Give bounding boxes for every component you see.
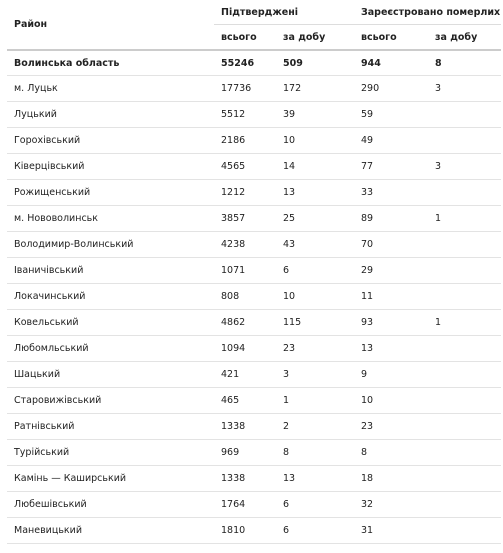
table-row bbox=[7, 492, 501, 518]
table-row bbox=[7, 102, 501, 128]
deaths-day-cell bbox=[428, 232, 501, 258]
confirmed-total-cell: 4238 bbox=[214, 232, 276, 258]
table-row bbox=[7, 284, 501, 310]
region-name-cell: Ківерцівський bbox=[7, 154, 214, 180]
confirmed-day-cell: 172 bbox=[276, 76, 354, 102]
deaths-total-cell: 89 bbox=[354, 206, 428, 232]
confirmed-day-cell: 23 bbox=[276, 336, 354, 362]
oblast-total-row bbox=[7, 50, 501, 76]
deaths-day-cell bbox=[428, 180, 501, 206]
confirmed-day-cell: 25 bbox=[276, 206, 354, 232]
deaths-day-cell bbox=[428, 492, 501, 518]
region-name-cell: Любомльський bbox=[7, 336, 214, 362]
confirmed-total-cell: 421 bbox=[214, 362, 276, 388]
covid-stats-table bbox=[7, 0, 501, 544]
table-row bbox=[7, 466, 501, 492]
confirmed-total-cell: 4862 bbox=[214, 310, 276, 336]
deaths-total-cell: 18 bbox=[354, 466, 428, 492]
deaths-day-cell bbox=[428, 258, 501, 284]
deaths-total-cell: 77 bbox=[354, 154, 428, 180]
confirmed-total-cell: 1764 bbox=[214, 492, 276, 518]
confirmed-day-cell: 115 bbox=[276, 310, 354, 336]
confirmed-day-cell: 2 bbox=[276, 414, 354, 440]
confirmed-day-header: за добу bbox=[276, 25, 354, 51]
deaths-day-header: за добу bbox=[428, 25, 501, 51]
confirmed-day-cell: 3 bbox=[276, 362, 354, 388]
deaths-day-cell bbox=[428, 362, 501, 388]
region-name-cell: Горохівський bbox=[7, 128, 214, 154]
region-name-cell: Рожищенський bbox=[7, 180, 214, 206]
deaths-total-cell: 10 bbox=[354, 388, 428, 414]
deaths-day-cell bbox=[428, 466, 501, 492]
region-name-cell: Старовижівський bbox=[7, 388, 214, 414]
deaths-day-cell bbox=[428, 336, 501, 362]
deaths-total-cell: 29 bbox=[354, 258, 428, 284]
confirmed-total-cell: 465 bbox=[214, 388, 276, 414]
region-name-cell: Волинська область bbox=[7, 50, 214, 76]
confirmed-total-cell: 1338 bbox=[214, 414, 276, 440]
region-name-cell: Турійський bbox=[7, 440, 214, 466]
region-name-cell: Камінь — Каширський bbox=[7, 466, 214, 492]
deaths-day-cell: 3 bbox=[428, 76, 501, 102]
deaths-total-cell: 13 bbox=[354, 336, 428, 362]
deaths-day-cell bbox=[428, 388, 501, 414]
table-row bbox=[7, 336, 501, 362]
confirmed-group-header: Підтверджені bbox=[214, 0, 354, 25]
confirmed-total-cell: 1338 bbox=[214, 466, 276, 492]
deaths-total-cell: 70 bbox=[354, 232, 428, 258]
deaths-day-cell: 8 bbox=[428, 50, 501, 76]
region-name-cell: Локачинський bbox=[7, 284, 214, 310]
deaths-day-cell bbox=[428, 102, 501, 128]
deaths-day-cell bbox=[428, 284, 501, 310]
confirmed-total-cell: 1071 bbox=[214, 258, 276, 284]
confirmed-day-cell: 10 bbox=[276, 128, 354, 154]
deaths-total-header: всього bbox=[354, 25, 428, 51]
confirmed-day-cell: 10 bbox=[276, 284, 354, 310]
table-row bbox=[7, 154, 501, 180]
deaths-group-header: Зареєстровано померлих bbox=[354, 0, 501, 25]
confirmed-total-cell: 1094 bbox=[214, 336, 276, 362]
region-name-cell: Любешівський bbox=[7, 492, 214, 518]
deaths-day-cell bbox=[428, 414, 501, 440]
table-row bbox=[7, 388, 501, 414]
confirmed-total-cell: 55246 bbox=[214, 50, 276, 76]
deaths-total-cell: 93 bbox=[354, 310, 428, 336]
deaths-day-cell: 1 bbox=[428, 310, 501, 336]
confirmed-day-cell: 6 bbox=[276, 518, 354, 544]
deaths-total-cell: 31 bbox=[354, 518, 428, 544]
confirmed-total-cell: 4565 bbox=[214, 154, 276, 180]
table-row bbox=[7, 232, 501, 258]
region-name-cell: Маневицький bbox=[7, 518, 214, 544]
region-name-cell: м. Луцьк bbox=[7, 76, 214, 102]
confirmed-total-cell: 1810 bbox=[214, 518, 276, 544]
region-name-cell: Ратнівський bbox=[7, 414, 214, 440]
confirmed-total-cell: 969 bbox=[214, 440, 276, 466]
confirmed-day-cell: 6 bbox=[276, 258, 354, 284]
table-row bbox=[7, 440, 501, 466]
table-row bbox=[7, 362, 501, 388]
table-row bbox=[7, 258, 501, 284]
deaths-day-cell bbox=[428, 518, 501, 544]
confirmed-day-cell: 14 bbox=[276, 154, 354, 180]
table-body bbox=[7, 50, 501, 544]
deaths-total-cell: 290 bbox=[354, 76, 428, 102]
deaths-total-cell: 944 bbox=[354, 50, 428, 76]
deaths-day-cell bbox=[428, 128, 501, 154]
confirmed-day-cell: 13 bbox=[276, 180, 354, 206]
deaths-day-cell: 3 bbox=[428, 154, 501, 180]
table-row bbox=[7, 310, 501, 336]
confirmed-day-cell: 39 bbox=[276, 102, 354, 128]
confirmed-day-cell: 43 bbox=[276, 232, 354, 258]
region-name-cell: Ковельський bbox=[7, 310, 214, 336]
deaths-total-cell: 8 bbox=[354, 440, 428, 466]
confirmed-day-cell: 509 bbox=[276, 50, 354, 76]
deaths-total-cell: 49 bbox=[354, 128, 428, 154]
confirmed-total-cell: 3857 bbox=[214, 206, 276, 232]
confirmed-total-cell: 2186 bbox=[214, 128, 276, 154]
region-name-cell: Іваничівський bbox=[7, 258, 214, 284]
deaths-day-cell: 1 bbox=[428, 206, 501, 232]
confirmed-total-cell: 1212 bbox=[214, 180, 276, 206]
deaths-total-cell: 32 bbox=[354, 492, 428, 518]
table-row bbox=[7, 206, 501, 232]
confirmed-day-cell: 6 bbox=[276, 492, 354, 518]
table-row bbox=[7, 128, 501, 154]
region-name-cell: Шацький bbox=[7, 362, 214, 388]
deaths-day-cell bbox=[428, 440, 501, 466]
confirmed-total-cell: 17736 bbox=[214, 76, 276, 102]
table-row bbox=[7, 76, 501, 102]
confirmed-day-cell: 1 bbox=[276, 388, 354, 414]
confirmed-total-header: всього bbox=[214, 25, 276, 51]
region-column-header: Район bbox=[7, 0, 214, 50]
deaths-total-cell: 11 bbox=[354, 284, 428, 310]
deaths-total-cell: 23 bbox=[354, 414, 428, 440]
confirmed-total-cell: 5512 bbox=[214, 102, 276, 128]
table-row bbox=[7, 180, 501, 206]
table-header bbox=[7, 0, 501, 50]
table-row bbox=[7, 518, 501, 544]
confirmed-total-cell: 808 bbox=[214, 284, 276, 310]
region-name-cell: м. Нововолинськ bbox=[7, 206, 214, 232]
confirmed-day-cell: 8 bbox=[276, 440, 354, 466]
table-row bbox=[7, 414, 501, 440]
confirmed-day-cell: 13 bbox=[276, 466, 354, 492]
region-name-cell: Володимир-Волинський bbox=[7, 232, 214, 258]
deaths-total-cell: 59 bbox=[354, 102, 428, 128]
deaths-total-cell: 9 bbox=[354, 362, 428, 388]
deaths-total-cell: 33 bbox=[354, 180, 428, 206]
header-group-row bbox=[7, 0, 501, 25]
region-name-cell: Луцький bbox=[7, 102, 214, 128]
